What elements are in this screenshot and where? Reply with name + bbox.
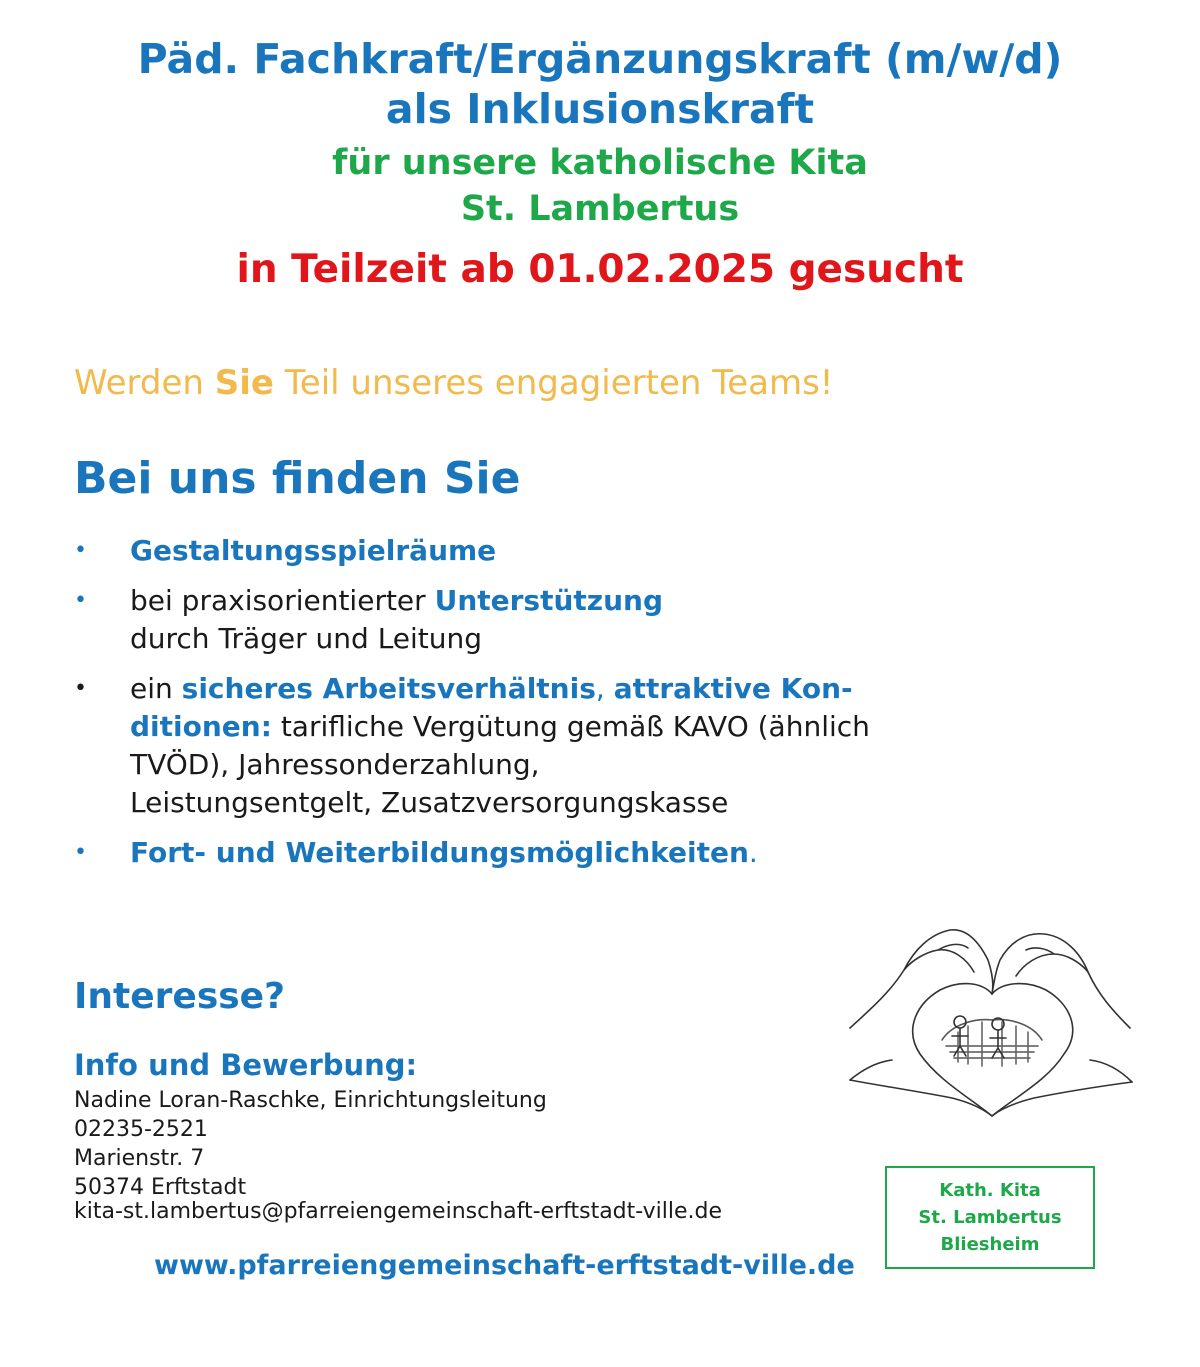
benefit-text: TVÖD), Jahressonderzahlung, — [130, 748, 540, 781]
benefit-suffix: . — [748, 836, 758, 869]
kita-label-line2: St. Lambertus — [918, 1207, 1062, 1228]
benefits-list — [74, 532, 934, 872]
bullet: • — [74, 538, 87, 563]
team-tagline — [74, 362, 833, 404]
benefit-highlight: Fort- und Weiterbildungsmöglichkeiten — [130, 836, 749, 869]
interest-heading: Interesse? — [74, 976, 285, 1017]
bullet: • — [74, 840, 87, 865]
bullet: • — [74, 588, 87, 613]
website-link[interactable]: www.pfarreiengemeinschaft-erftstadt-ville.de — [154, 1250, 855, 1281]
benefit-highlight: sicheres Arbeitsverhältnis — [181, 672, 596, 705]
benefit-separator: , — [595, 672, 614, 705]
contact-name: Nadine Loran-Raschke, Einrichtungsleitung — [74, 1088, 547, 1113]
contact-phone: 02235-2521 — [74, 1117, 208, 1142]
headline-teilzeit: in Teilzeit ab 01.02.2025 gesucht — [236, 247, 964, 292]
benefit-item — [74, 582, 934, 658]
kita-label-line3: Bliesheim — [940, 1234, 1040, 1255]
contact-street: Marienstr. 7 — [74, 1146, 205, 1171]
job-title-line2: als Inklusionskraft — [385, 85, 815, 133]
benefit-highlight: ditionen: — [130, 710, 272, 743]
kita-subtitle-line1: für unsere katholische Kita — [332, 143, 868, 183]
benefit-item — [74, 834, 934, 872]
tagline-part2: Teil unseres engagierten Teams! — [273, 363, 834, 403]
benefit-text: tarifliche Vergütung gemäß KAVO (ähnlich — [271, 710, 870, 743]
kita-label-line1: Kath. Kita — [939, 1180, 1041, 1201]
contact-city: 50374 Erftstadt — [74, 1175, 247, 1200]
kita-label-box — [885, 1166, 1095, 1269]
kita-subtitle-line2: St. Lambertus — [460, 189, 740, 229]
tagline-emphasis: Sie — [214, 363, 274, 403]
tagline-part1: Werden — [74, 363, 215, 403]
info-heading: Info und Bewerbung: — [74, 1048, 418, 1082]
benefit-item — [74, 532, 934, 570]
benefits-heading: Bei uns finden Sie — [74, 453, 521, 504]
benefit-highlight: Unterstützung — [434, 584, 664, 617]
benefit-text: Leistungsentgelt, Zusatzversorgungskasse — [130, 786, 729, 819]
benefit-highlight: attraktive Kon- — [613, 672, 853, 705]
benefit-text: ein — [130, 672, 182, 705]
job-title-line1: Päd. Fachkraft/Ergänzungskraft (m/w/d) — [137, 35, 1063, 83]
heart-hands-icon — [842, 920, 1138, 1134]
bullet: • — [74, 676, 87, 701]
contact-email[interactable]: kita-st.lambertus@pfarreiengemeinschaft-erftstadt-ville.de — [74, 1199, 723, 1224]
benefit-item — [74, 670, 934, 822]
benefit-text: durch Träger und Leitung — [130, 622, 483, 655]
benefit-highlight: Gestaltungsspielräume — [130, 534, 497, 567]
benefit-text: bei praxisorientierter — [130, 584, 435, 617]
